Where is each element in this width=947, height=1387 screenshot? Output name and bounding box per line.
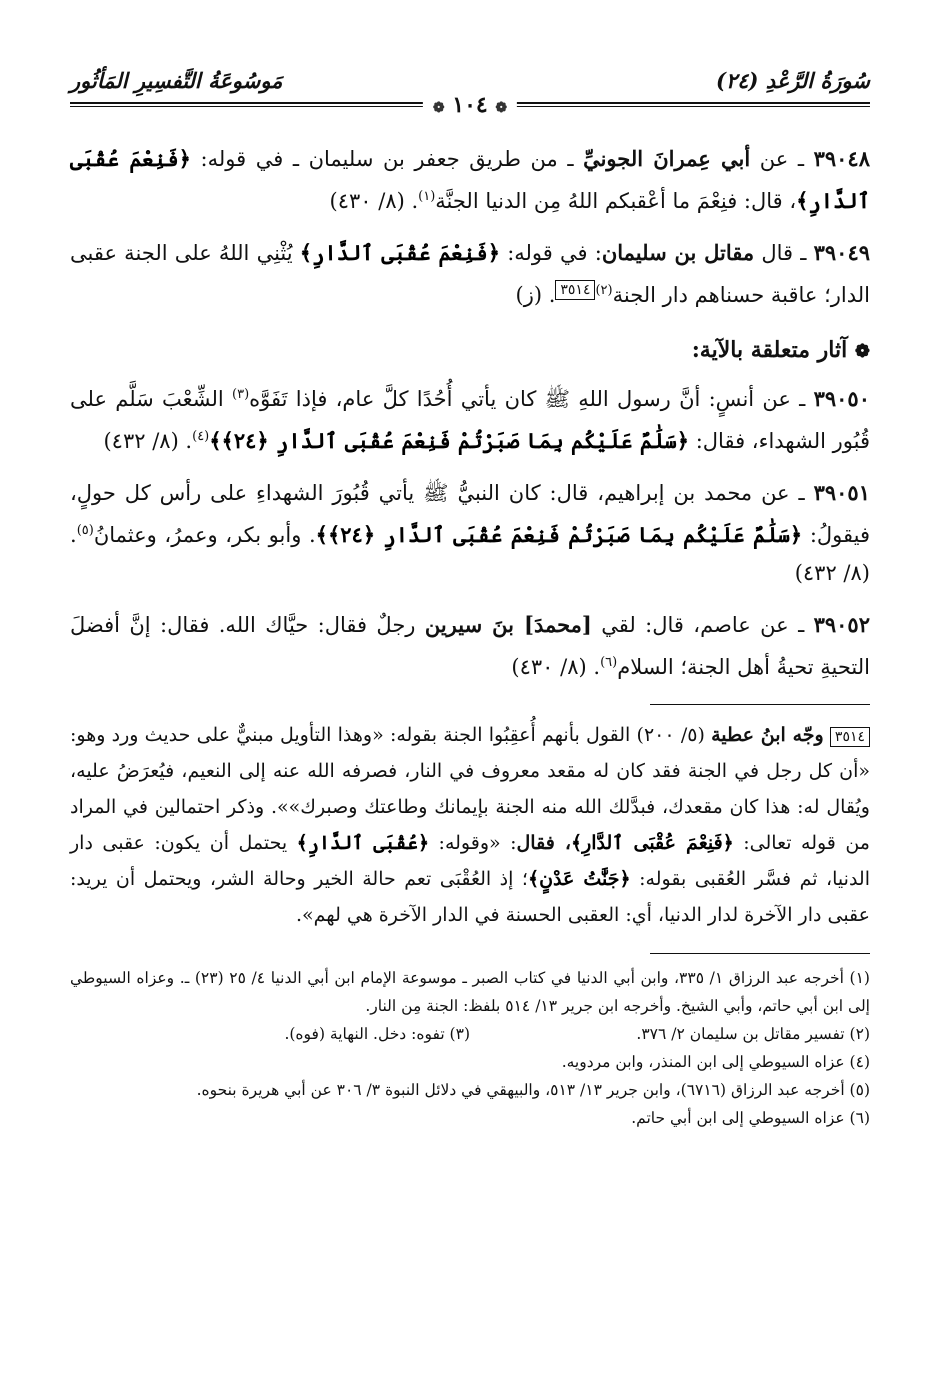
entry-reference: . (٨/ ٤٣٠): [329, 189, 419, 213]
entry-text: ، قال: فنِعْمَ ما أعْقبكم اللهُ مِن الدنيا الجنَّة: [435, 189, 797, 213]
entry-number: ٣٩٠٥٠: [813, 386, 870, 411]
note-text: يحتمل أن يكون: عقبى دار الدنيا، ثم فسَّر العُقبى بقوله:: [70, 832, 870, 890]
footnote-1: (١) أخرجه عبد الرزاق ١/ ٣٣٥، وابن أبي الدنيا في كتاب الصبر ـ موسوعة الإمام ابن أبي الدنيا ٤/ ٢٥ (٢٣) ـ. وعزاه السيوطي إلى ابن أبي حاتم، وأبي الشيخ. وأخرجه ابن جرير ١٣/ ٥١٤ بلفظ: الجنة مِن النار.: [70, 969, 870, 1015]
entry-number: ٣٩٠٥١: [813, 480, 870, 505]
entry-39049: [70, 234, 870, 314]
footnote-marker[interactable]: (١): [418, 189, 436, 204]
footnote-marker[interactable]: (٤): [192, 429, 210, 444]
section-title: [70, 330, 870, 372]
entry-text: ـ عن عاصم، قال: لقي: [591, 613, 814, 637]
footnote-row: [70, 1020, 870, 1048]
note-divider: [650, 704, 870, 705]
commentary-note: [70, 717, 870, 933]
page-number-block: [423, 92, 517, 118]
note-lead: وجّه ابنُ عطية: [711, 724, 824, 746]
section-title-text: آثار متعلقة بالآية:: [691, 337, 848, 363]
entry-text: ـ من طريق جعفر بن سليمان ـ في قوله:: [190, 147, 584, 171]
entry-text: . وأبو بكر، وعمرُ، وعثمانُ: [93, 523, 316, 547]
footnotes: [70, 964, 870, 1132]
commentary-box-ref: ٣٥١٤: [830, 727, 870, 747]
entry-reference: . (٨/ ٤٣٠): [511, 655, 601, 679]
surah-title: سُورَةُ الرَّعْدِ (٢٤): [715, 68, 870, 93]
footnote-divider: [650, 953, 870, 954]
footnote-marker[interactable]: (٣): [232, 387, 250, 402]
quran-quote: ﴿فَنِعْمَ عُقْبَى ٱلدَّارِ﴾: [70, 146, 870, 213]
narrator-name: أبي عِمرانَ الجونيِّ: [583, 146, 751, 171]
quran-quote: ﴿سَلَٰمٌ عَلَيْكُم بِمَا صَبَرْتُمْ فَنِعْمَ عُقْبَى ٱلدَّارِ ﴿٢٤﴾﴾: [315, 522, 803, 547]
entry-number: ٣٩٠٤٩: [813, 240, 871, 265]
entry-text: ـ عن أنسٍ: أنَّ رسول اللهِ ﷺ كان يأتي أُحُدًا كلَّ عام، فإذا تَفَوَّه: [249, 387, 814, 411]
note-text: ؛ إذ العُقْبَى تعم حالة الخير وحالة الشر، ويحتمل أن يريد: عقبى دار الآخرة لدار الدنيا، أي: العقبى الحسنة في الدار الآخرة هي لهم».: [70, 868, 870, 926]
footnote-2: (٢) تفسير مقاتل بن سليمان ٢/ ٣٧٦.: [636, 1025, 870, 1043]
quran-quote: ﴿فَنِعْمَ عُقْبَى ٱلدَّارِ﴾: [570, 832, 734, 854]
entry-reference: . (٨/ ٤٣٢): [70, 523, 870, 585]
entry-39048: [70, 140, 870, 220]
ornament-icon: ❁: [432, 100, 445, 116]
page: [70, 60, 870, 1370]
main-text: [70, 140, 870, 1132]
footnote-marker[interactable]: (٥): [76, 523, 94, 538]
note-text: : «وقوله:: [429, 832, 517, 854]
note-text: (٥/ ٢٠٠) القول بأنهم أُعقِبُوا الجنة بقوله: «وهذا التأويل مبنيٌّ على حديث ورد وهو: «أن كل رجل في الجنة فقد كان له مقعد معروف في النار، فصرفه الله عنه إلى النعيم، فيُعرَضُ عليه، ويُقال له: هذا كان مقعدك، فبدَّلك الله منه الجنة بإيمانك وطاعتك وصبرك»». وذكر احتمالين في المراد من قوله تعالى:: [70, 724, 870, 854]
footnote-5: (٥) أخرجه عبد الرزاق (٦٧١٦)، وابن جرير ١٣/ ٥١٣، والبيهقي في دلائل النبوة ٣/ ٣٠٦ عن أبي هريرة بنحوه.: [196, 1081, 870, 1099]
entry-39051: [70, 474, 870, 592]
footnote-4: (٤) عزاه السيوطي إلى ابن المنذر، وابن مردويه.: [561, 1053, 870, 1071]
entry-number: ٣٩٠٤٨: [813, 146, 870, 171]
flower-icon: ❁: [854, 341, 870, 362]
ornament-icon: ❁: [495, 100, 508, 116]
entry-text: ـ عن محمد بن إبراهيم، قال: كان النبيُّ ﷺ يأتي قُبُورَ الشهداءِ على رأس كل حولٍ، فيقولُ:: [70, 481, 871, 547]
page-number: ١٠٤: [452, 92, 488, 118]
entry-text: الشِّعْبَ سَلَّم على قُبُور الشهداء، فقال:: [70, 387, 870, 453]
entry-text: ـ قال: [754, 241, 814, 265]
footnote-6: (٦) عزاه السيوطي إلى ابن أبي حاتم.: [631, 1109, 870, 1127]
entry-reference: . (ز): [515, 283, 556, 307]
entry-number: ٣٩٠٥٢: [813, 612, 870, 637]
footnote-marker[interactable]: (٢): [595, 283, 613, 298]
book-title: مَوسُوعَةُ التَّفسِيرِ المَأثُور: [70, 68, 283, 93]
entry-text: يُثْنِي اللهُ على الجنة عقبى الدار؛ عاقبة حسناهم دار الجنة: [70, 241, 870, 307]
quran-quote: ﴿فَنِعْمَ عُقْبَى ٱلدَّارِ﴾: [299, 240, 501, 265]
quran-quote: ﴿عُقْبَى ٱلدَّارِ﴾: [296, 832, 430, 854]
entry-text: رجلٌ فقال: حيَّاك الله. فقال: إنَّ أفضلَ التحيةِ تحيةُ أهل الجنة؛ السلام: [70, 613, 870, 679]
entry-39050: [70, 376, 870, 460]
page-header: [70, 60, 870, 118]
entry-39052: [70, 606, 870, 686]
entry-text: ـ عن: [750, 147, 814, 171]
narrator-name: مقاتل بن سليمان: [601, 240, 755, 265]
quran-quote: ﴿سَلَٰمٌ عَلَيْكُم بِمَا صَبَرْتُمْ فَنِعْمَ عُقْبَى ٱلدَّارِ ﴿٢٤﴾﴾: [209, 428, 690, 453]
entry-reference: . (٨/ ٤٣٢): [103, 429, 193, 453]
commentary-box-ref[interactable]: ٣٥١٤: [555, 280, 595, 300]
quran-quote: ﴿جَنَّٰتُ عَدْنٍ﴾: [527, 868, 631, 890]
note-qala: ، فقال: [516, 832, 571, 854]
entry-text: : في قوله:: [500, 241, 602, 265]
footnote-marker[interactable]: (٦): [600, 655, 618, 670]
footnote-3: (٣) تفوه: دخل. النهاية (فوه).: [284, 1025, 470, 1043]
narrator-name: [محمدَ] بنَ سيرين: [424, 612, 592, 637]
